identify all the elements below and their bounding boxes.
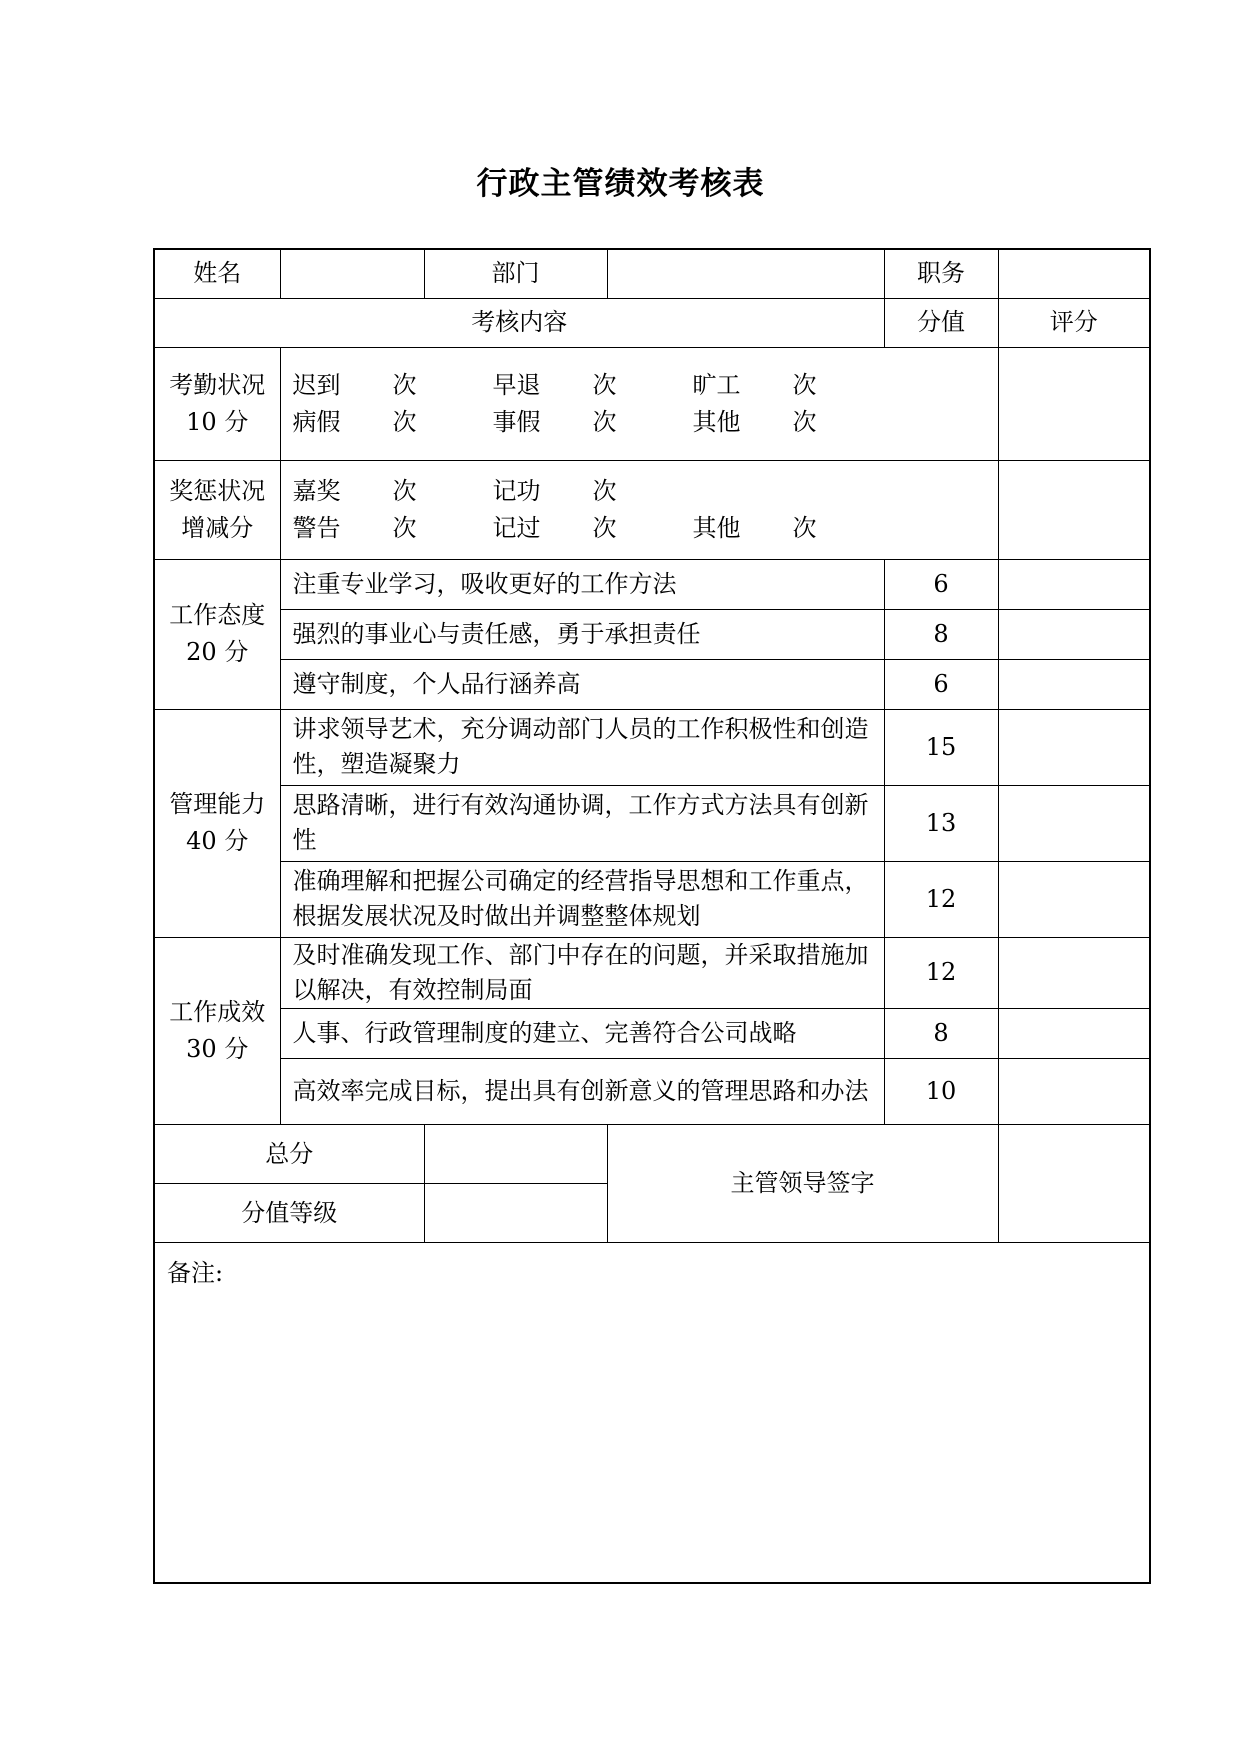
- section-weight: 30 分: [186, 1035, 249, 1063]
- rewards-items: [280, 460, 998, 559]
- attendance-unit: 次: [592, 407, 617, 436]
- appraisal-form: [153, 248, 1151, 1584]
- grade-field[interactable]: [424, 1184, 607, 1243]
- criteria-text: 人事、行政管理制度的建立、完善符合公司战略: [280, 1008, 884, 1058]
- position-field[interactable]: [998, 249, 1150, 298]
- attendance-item: 迟到: [292, 370, 341, 399]
- rewards-unit: 次: [392, 476, 417, 505]
- criteria-score[interactable]: [998, 861, 1150, 937]
- criteria-row: [154, 1008, 1150, 1058]
- criteria-text: 注重专业学习，吸收更好的工作方法: [280, 559, 884, 609]
- criteria-score[interactable]: [998, 1059, 1150, 1125]
- attendance-weight: 10 分: [186, 407, 249, 436]
- attendance-line-2: [293, 404, 833, 441]
- rewards-unit: 次: [792, 513, 817, 542]
- section-category-label: 工作态度: [169, 601, 266, 630]
- criteria-row: [154, 1059, 1150, 1125]
- rewards-item: 嘉奖: [292, 476, 341, 505]
- rewards-weight: 增减分: [181, 513, 254, 542]
- notes-area[interactable]: [154, 1243, 1150, 1583]
- rewards-unit: 次: [592, 476, 617, 505]
- criteria-text: 思路清晰，进行有效沟通协调，工作方式方法具有创新性: [280, 785, 884, 861]
- criteria-points: 12: [884, 937, 998, 1008]
- attendance-unit: 次: [392, 407, 417, 436]
- rewards-item: 警告: [292, 513, 341, 542]
- criteria-score[interactable]: [998, 659, 1150, 709]
- criteria-row: [154, 861, 1150, 937]
- section-weight: 40 分: [186, 827, 249, 856]
- attendance-unit: 次: [392, 370, 417, 399]
- column-header-row: [154, 298, 1150, 347]
- attendance-unit: 次: [792, 407, 817, 436]
- signature-label: 主管领导签字: [607, 1125, 998, 1243]
- page-title: 行政主管绩效考核表: [476, 166, 765, 202]
- attendance-line-1: [293, 367, 833, 404]
- score-column-header: 评分: [998, 298, 1150, 347]
- dept-field[interactable]: [607, 249, 884, 298]
- section-category-label: 工作成效: [169, 998, 266, 1026]
- attendance-score[interactable]: [998, 347, 1150, 460]
- rewards-category: [154, 460, 280, 559]
- criteria-row: [154, 609, 1150, 659]
- content-column-header: 考核内容: [154, 298, 884, 347]
- attendance-items: [280, 347, 998, 460]
- criteria-text: 讲求领导艺术，充分调动部门人员的工作积极性和创造性，塑造凝聚力: [280, 709, 884, 785]
- rewards-line-2: [293, 510, 833, 547]
- position-label: 职务: [884, 249, 998, 298]
- rewards-item: 记功: [492, 476, 541, 505]
- criteria-points: 10: [884, 1059, 998, 1125]
- name-label: 姓名: [154, 249, 280, 298]
- rewards-score[interactable]: [998, 460, 1150, 559]
- criteria-row: [154, 937, 1150, 1008]
- attendance-item: 事假: [492, 407, 541, 436]
- rewards-unit: 次: [592, 513, 617, 542]
- criteria-score[interactable]: [998, 609, 1150, 659]
- criteria-score[interactable]: [998, 559, 1150, 609]
- section-category-label: 管理能力: [169, 790, 266, 819]
- attendance-category-label: 考勤状况: [169, 370, 266, 399]
- rewards-grid: [293, 473, 833, 547]
- criteria-points: 6: [884, 659, 998, 709]
- section-category: [154, 937, 280, 1124]
- criteria-score[interactable]: [998, 937, 1150, 1008]
- attendance-category: [154, 347, 280, 460]
- notes-label: 备注:: [167, 1259, 224, 1288]
- criteria-score[interactable]: [998, 1008, 1150, 1058]
- name-field[interactable]: [280, 249, 424, 298]
- section-weight: 20 分: [186, 638, 249, 667]
- attendance-item: 病假: [292, 407, 341, 436]
- dept-label: 部门: [424, 249, 607, 298]
- attendance-unit: 次: [792, 370, 817, 399]
- criteria-row: [154, 785, 1150, 861]
- rewards-unit: 次: [392, 513, 417, 542]
- total-label: 总分: [154, 1125, 424, 1184]
- rewards-item: 记过: [492, 513, 541, 542]
- criteria-row: [154, 709, 1150, 785]
- criteria-text: 准确理解和把握公司确定的经营指导思想和工作重点，根据发展状况及时做出并调整整体规划: [280, 861, 884, 937]
- rewards-item: 其他: [692, 513, 741, 542]
- grade-label: 分值等级: [154, 1184, 424, 1243]
- total-row: [154, 1125, 1150, 1184]
- criteria-points: 12: [884, 861, 998, 937]
- attendance-row: [154, 347, 1150, 460]
- criteria-points: 8: [884, 1008, 998, 1058]
- criteria-points: 15: [884, 709, 998, 785]
- attendance-item: 旷工: [692, 370, 741, 399]
- total-field[interactable]: [424, 1125, 607, 1184]
- header-row: [154, 249, 1150, 298]
- criteria-row: [154, 659, 1150, 709]
- criteria-points: 8: [884, 609, 998, 659]
- criteria-text: 及时准确发现工作、部门中存在的问题，并采取措施加以解决，有效控制局面: [280, 937, 884, 1008]
- criteria-points: 13: [884, 785, 998, 861]
- section-category: [154, 559, 280, 709]
- rewards-row: [154, 460, 1150, 559]
- criteria-text: 高效率完成目标，提出具有创新意义的管理思路和办法: [280, 1059, 884, 1125]
- signature-field[interactable]: [998, 1125, 1150, 1243]
- criteria-points: 6: [884, 559, 998, 609]
- attendance-item: 早退: [492, 370, 541, 399]
- points-column-header: 分值: [884, 298, 998, 347]
- rewards-line-1: [293, 473, 833, 510]
- section-category: [154, 709, 280, 937]
- attendance-grid: [293, 367, 833, 441]
- attendance-item: 其他: [692, 407, 741, 436]
- criteria-score[interactable]: [998, 785, 1150, 861]
- criteria-text: 遵守制度，个人品行涵养高: [280, 659, 884, 709]
- rewards-category-label: 奖惩状况: [169, 476, 266, 505]
- attendance-unit: 次: [592, 370, 617, 399]
- criteria-row: [154, 559, 1150, 609]
- notes-row: [154, 1243, 1150, 1583]
- criteria-score[interactable]: [998, 709, 1150, 785]
- criteria-text: 强烈的事业心与责任感，勇于承担责任: [280, 609, 884, 659]
